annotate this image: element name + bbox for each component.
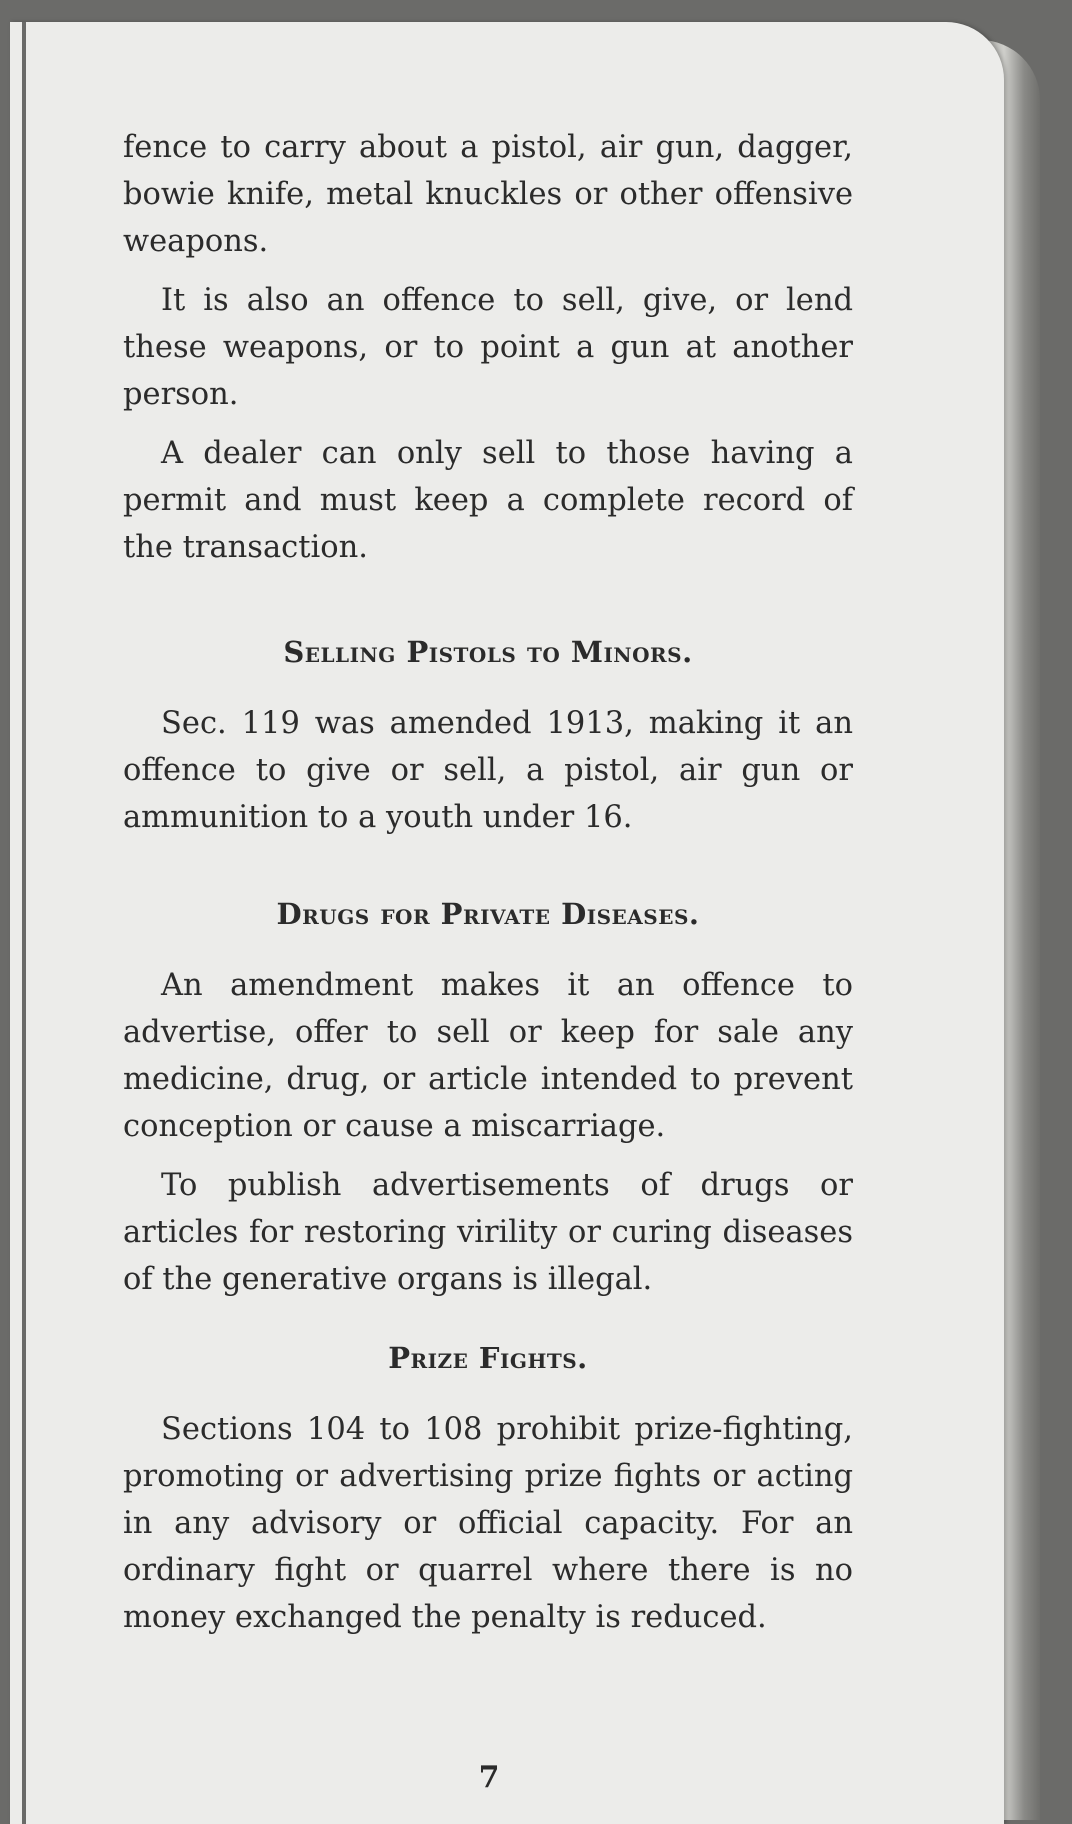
paragraph: Sec. 119 was amended 1913, making it an offence to give or sell, a pistol, air gun or ammunition to a youth under 16.: [123, 706, 853, 835]
paragraph: Sections 104 to 108 prohibit prize-fighting, promoting or advertising prize fights or acting in any advisory or official capacity. For an ordinary fight or quarrel where there is no money exchanged the penalty is reduced.: [123, 1412, 853, 1635]
binding-edge: [22, 22, 26, 1824]
section-heading-selling-pistols: Selling Pistols to Minors.: [283, 635, 693, 669]
paragraph: To publish advertisements of drugs or articles for restoring virility or curing diseases of the generative organs is illegal.: [123, 1168, 853, 1297]
page-number: 7: [478, 1760, 500, 1795]
section-heading-prize-fights: Prize Fights.: [388, 1341, 588, 1375]
section-heading-drugs: Drugs for Private Diseases.: [276, 897, 700, 931]
page-body: [123, 124, 853, 1653]
paragraph: A dealer can only sell to those having a permit and must keep a complete record of the transaction.: [123, 436, 853, 565]
book-page: [10, 22, 1004, 1824]
paragraph: It is also an offence to sell, give, or lend these weapons, or to point a gun at another person.: [123, 283, 853, 412]
paragraph: fence to carry about a pistol, air gun, dagger, bowie knife, metal knuckles or other offensive weapons.: [123, 130, 853, 259]
paragraph: An amendment makes it an offence to advertise, offer to sell or keep for sale any medicine, drug, or article intended to prevent conception or cause a miscarriage.: [123, 968, 853, 1144]
page-number-container: [10, 1760, 1004, 1795]
